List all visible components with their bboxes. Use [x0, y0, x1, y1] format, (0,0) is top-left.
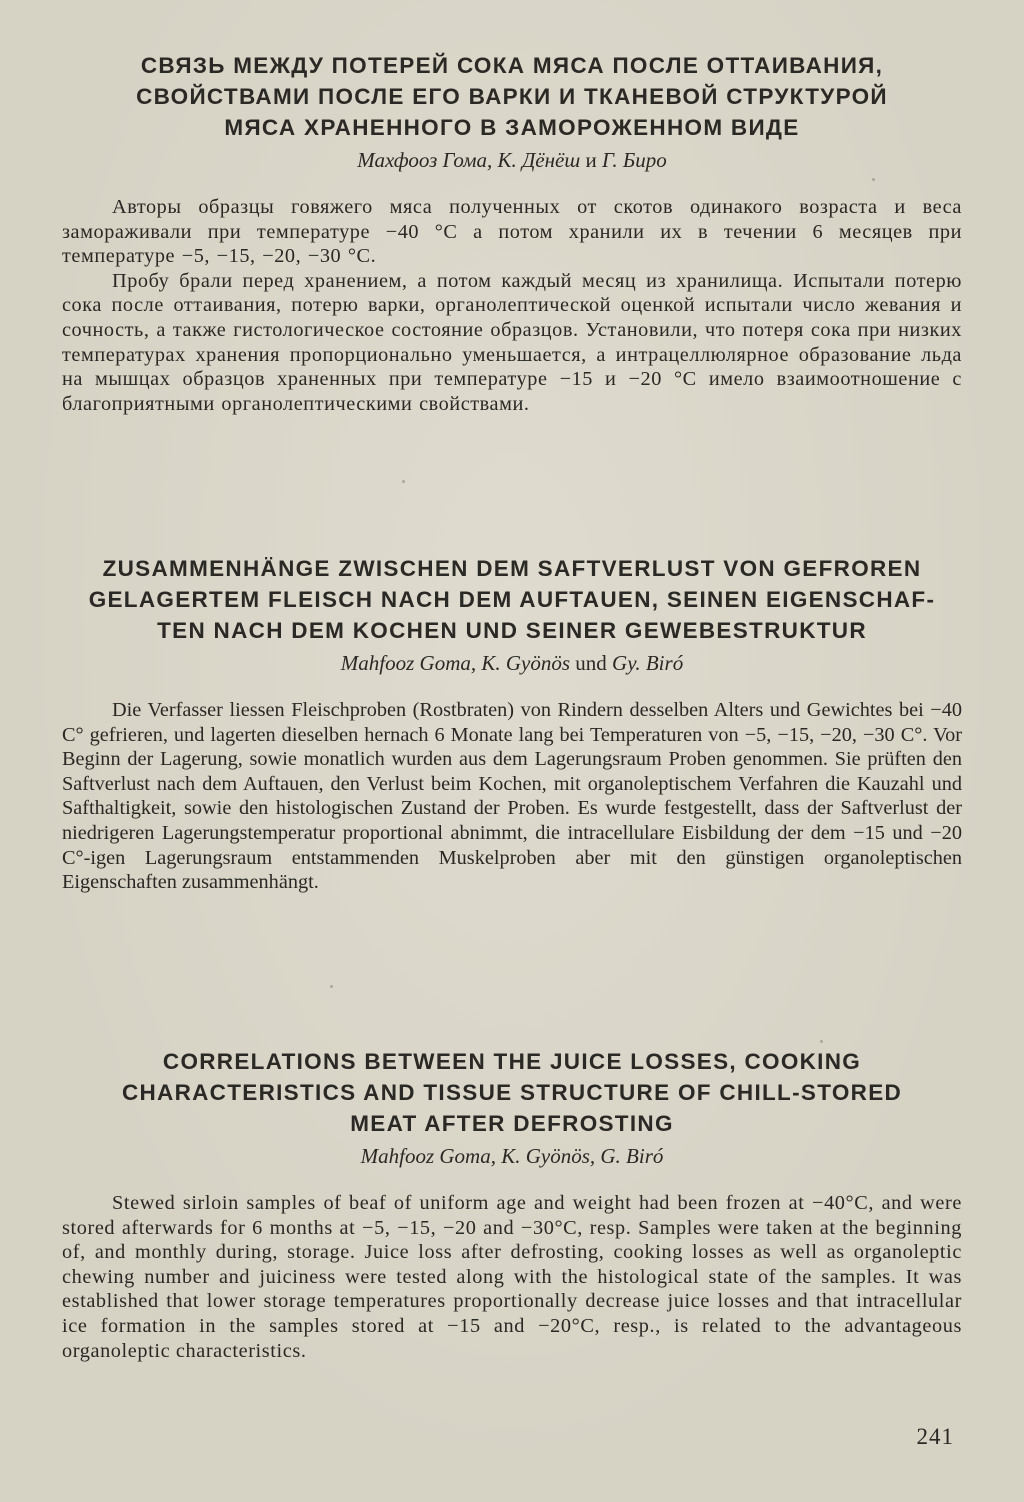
authors-part: Mahfooz Goma, K. Gyönös, G. Biró	[360, 1144, 664, 1168]
paper-speck	[820, 1040, 823, 1043]
authors-part: Махфооз Гома, К. Дёнёш	[357, 148, 581, 172]
abstract-section-german	[62, 553, 962, 895]
title-line: СВОЙСТВАМИ ПОСЛЕ ЕГО ВАРКИ И ТКАНЕВОЙ СТРУКТУРОЙ	[136, 84, 888, 109]
paper-speck	[402, 480, 405, 483]
paper-speck	[330, 985, 333, 988]
authors-part: Г. Биро	[601, 148, 667, 172]
authors-part: Gy. Biró	[612, 651, 684, 675]
authors-russian	[62, 145, 962, 175]
authors-german	[62, 648, 962, 678]
article-title-german	[62, 553, 962, 646]
abstract-paragraph: Пробу брали перед хранением, а потом каждый месяц из хранилища. Испытали потерю сока после оттаивания, потерю варки, органолептической оценкой испытали число жевания и сочность, а также гистологическое состояние образцов. Установили, что потеря сока при низких температурах хранения пропорционально уменьшается, а интрацеллюлярное образование льда на мышцах образцов храненных при температуре −15 и −20 °С имело взаимоотношение с благоприятными органолептическими свойствами.	[62, 269, 962, 415]
abstract-paragraph: Stewed sirloin samples of beaf of uniform age and weight had been frozen at −40°C, and were stored afterwards for 6 months at −5, −15, −20 and −30°C, resp. Samples were taken at the beginning of, and monthly during, storage. Juice loss after defrosting, cooking losses as well as organoleptic chewing number and juiciness were tested along with the histological state of the samples. It was established that lower storage temperatures proportionally decrease juice losses and that intracellular ice formation in the samples stored at −15 and −20°C, resp., is related to the advantageous organoleptic characteristics.	[62, 1192, 962, 1362]
title-line: СВЯЗЬ МЕЖДУ ПОТЕРЕЙ СОКА МЯСА ПОСЛЕ ОТТАИВАНИЯ,	[140, 53, 884, 78]
abstract-section-english	[62, 1046, 962, 1363]
article-title-english	[62, 1046, 962, 1139]
abstract-russian	[62, 195, 962, 416]
title-line: МЯСА ХРАНЕННОГО В ЗАМОРОЖЕННОМ ВИДЕ	[224, 115, 800, 140]
authors-conjunction: и	[585, 148, 597, 172]
title-line: ZUSAMMENHÄNGE ZWISCHEN DEM SAFTVERLUST VON GEFROREN	[102, 556, 922, 581]
page-number: 241	[916, 1424, 954, 1449]
abstract-english	[62, 1191, 962, 1363]
paper-speck	[872, 178, 875, 181]
authors-english	[62, 1141, 962, 1171]
title-line: TEN NACH DEM KOCHEN UND SEINER GEWEBESTRUKTUR	[157, 618, 867, 643]
abstract-section-russian	[62, 50, 962, 416]
authors-part: Mahfooz Goma, K. Gyönös	[340, 651, 571, 675]
title-line: MEAT AFTER DEFROSTING	[350, 1111, 674, 1136]
title-line: CHARACTERISTICS AND TISSUE STRUCTURE OF CHILL-STORED	[121, 1080, 903, 1105]
abstract-paragraph: Авторы образцы говяжего мяса полученных от скотов одинакого возраста и веса замораживали при температуре −40 °С а потом хранили их в течении 6 месяцев при температуре −5, −15, −20, −30 °С.	[62, 196, 962, 268]
article-title-russian	[62, 50, 962, 143]
title-line: CORRELATIONS BETWEEN THE JUICE LOSSES, COOKING	[162, 1049, 862, 1074]
abstract-german	[62, 698, 962, 895]
authors-conjunction: und	[575, 651, 607, 675]
title-line: GELAGERTEM FLEISCH NACH DEM AUFTAUEN, SEINEN EIGENSCHAF-	[88, 587, 936, 612]
abstract-paragraph: Die Verfasser liessen Fleischproben (Rostbraten) von Rindern desselben Alters und Gewichtes bei −40 C° gefrieren, und lagerten dieselben hernach 6 Monate lang bei Temperaturen von −5, −15, −20, −30 C°. Vor Beginn der Lagerung, sowie monatlich wurden aus dem Lagerungsraum Proben genommen. Sie prüften den Saftverlust nach dem Auftauen, den Verlust beim Kochen, mit organoleptischem Verfahren die Kauzahl und Safthaltigkeit, sowie den histologischen Zustand der Proben. Es wurde festgestellt, dass der Saftverlust der niedrigeren Lagerungstemperatur proportional abnimmt, die intracellulare Eisbildung der dem −15 und −20 C°-igen Lagerungsraum entstammenden Muskelproben aber mit den günstigen organoleptischen Eigenschaften zusammenhängt.	[62, 699, 962, 894]
